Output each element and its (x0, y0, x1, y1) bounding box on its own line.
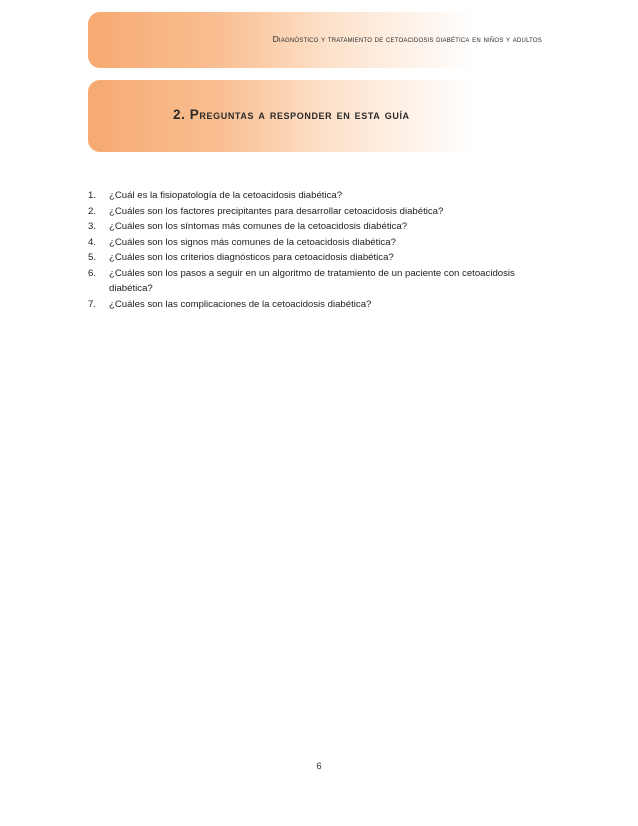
question-number: 6. (88, 267, 97, 279)
question-text: ¿Cuáles son los pasos a seguir en un algoritmo de tratamiento de un paciente con cetoacidosis diabética? (109, 267, 515, 294)
question-list (88, 188, 553, 312)
question-item (88, 219, 553, 235)
question-item (88, 188, 553, 204)
question-text: ¿Cuáles son las complicaciones de la cetoacidosis diabética? (109, 298, 372, 310)
section-title: 2. Preguntas a responder en esta guía (173, 107, 410, 122)
question-number: 4. (88, 236, 97, 248)
question-text: ¿Cuáles son los signos más comunes de la cetoacidosis diabética? (109, 236, 396, 248)
page-number: 6 (316, 761, 322, 772)
question-text: ¿Cuáles son los factores precipitantes para desarrollar cetoacidosis diabética? (109, 205, 444, 217)
question-item (88, 235, 553, 251)
question-item (88, 204, 553, 220)
question-number: 3. (88, 221, 97, 232)
question-number: 5. (88, 252, 97, 263)
question-number: 1. (88, 190, 97, 201)
question-text: ¿Cuál es la fisiopatología de la cetoacidosis diabética? (109, 190, 343, 201)
question-number: 2. (88, 205, 97, 217)
question-text: ¿Cuáles son los criterios diagnósticos para cetoacidosis diabética? (109, 252, 394, 263)
question-item (88, 297, 553, 313)
running-title: Diagnóstico y tratamiento de cetoacidosis diabética en niños y adultos (272, 34, 542, 44)
question-number: 7. (88, 298, 97, 310)
question-text: ¿Cuáles son los síntomas más comunes de la cetoacidosis diabética? (109, 221, 408, 232)
question-item (88, 266, 553, 297)
question-item (88, 250, 553, 266)
